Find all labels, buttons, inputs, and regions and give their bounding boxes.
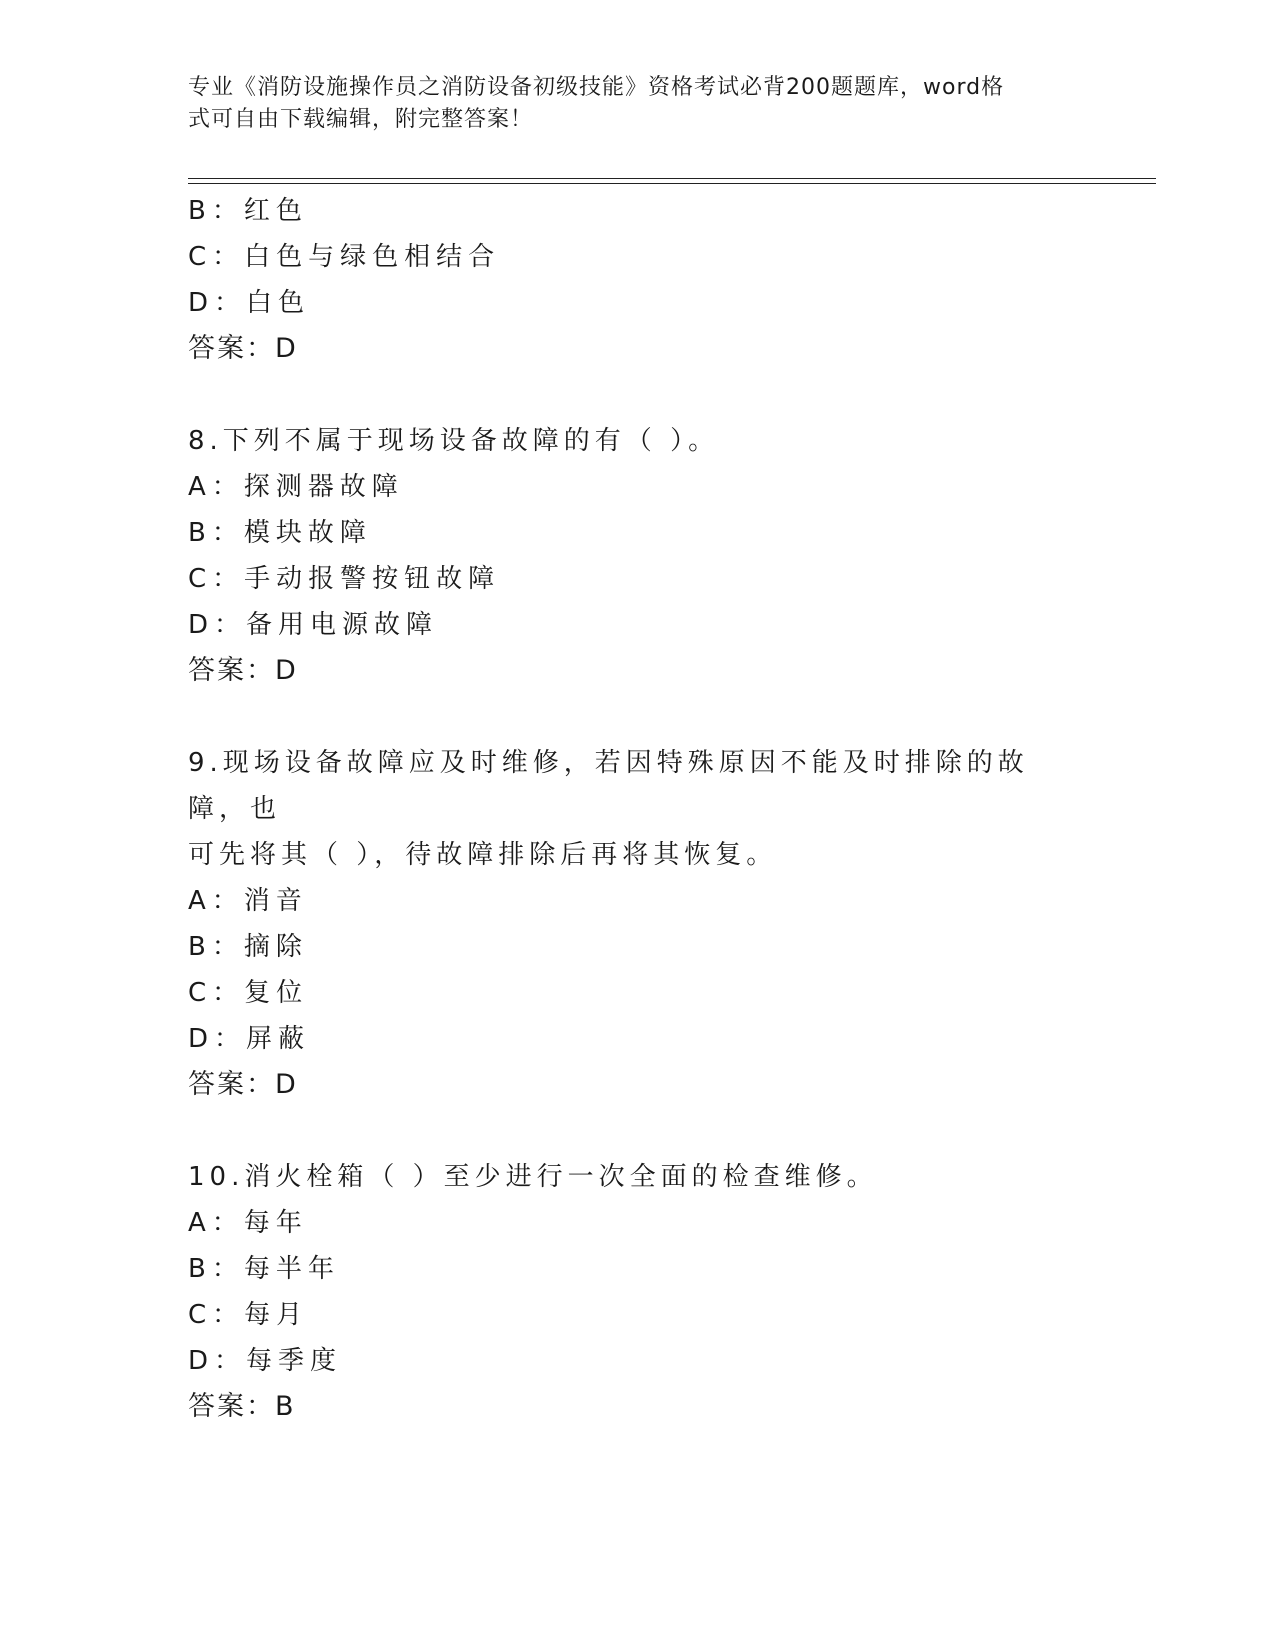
option-d: D：屏蔽 bbox=[188, 1024, 311, 1054]
question-stem: 8.下列不属于现场设备故障的有（ ）。 bbox=[188, 426, 720, 456]
header-divider-top bbox=[188, 178, 1156, 179]
header-line-2: 式可自由下载编辑，附完整答案！ bbox=[188, 107, 534, 132]
question-7 bbox=[188, 188, 1088, 372]
answer: 答案：D bbox=[188, 655, 298, 686]
answer: 答案：D bbox=[188, 1069, 298, 1100]
question-stem-line-1: 9.现场设备故障应及时维修，若因特殊原因不能及时排除的故障，也 bbox=[188, 748, 1029, 824]
option-c: C：复位 bbox=[188, 978, 309, 1008]
question-stem: 10.消火栓箱（ ）至少进行一次全面的检查维修。 bbox=[188, 1162, 878, 1192]
option-d: D：每季度 bbox=[188, 1346, 343, 1376]
option-c: C：手动报警按钮故障 bbox=[188, 564, 501, 594]
option-c: C：每月 bbox=[188, 1300, 309, 1330]
header-line-1: 专业《消防设施操作员之消防设备初级技能》资格考试必背200题题库，word格 bbox=[188, 75, 1005, 100]
option-d: D：白色 bbox=[188, 288, 311, 318]
option-a: A：每年 bbox=[188, 1208, 308, 1238]
question-stem-line-2: 可先将其（ ），待故障排除后再将其恢复。 bbox=[188, 840, 778, 870]
question-8 bbox=[188, 418, 1088, 694]
document-header bbox=[188, 72, 1068, 136]
option-d: D：备用电源故障 bbox=[188, 610, 439, 640]
question-list bbox=[188, 188, 1088, 1430]
question-9 bbox=[188, 740, 1088, 1108]
option-b: B：红色 bbox=[188, 196, 308, 226]
option-b: B：摘除 bbox=[188, 932, 308, 962]
answer: 答案：B bbox=[188, 1391, 296, 1422]
answer: 答案：D bbox=[188, 333, 298, 364]
option-b: B：每半年 bbox=[188, 1254, 340, 1284]
option-a: A：探测器故障 bbox=[188, 472, 404, 502]
option-a: A：消音 bbox=[188, 886, 308, 916]
header-divider-bottom bbox=[188, 183, 1156, 184]
option-c: C：白色与绿色相结合 bbox=[188, 242, 501, 272]
question-10 bbox=[188, 1154, 1088, 1430]
option-b: B：模块故障 bbox=[188, 518, 372, 548]
